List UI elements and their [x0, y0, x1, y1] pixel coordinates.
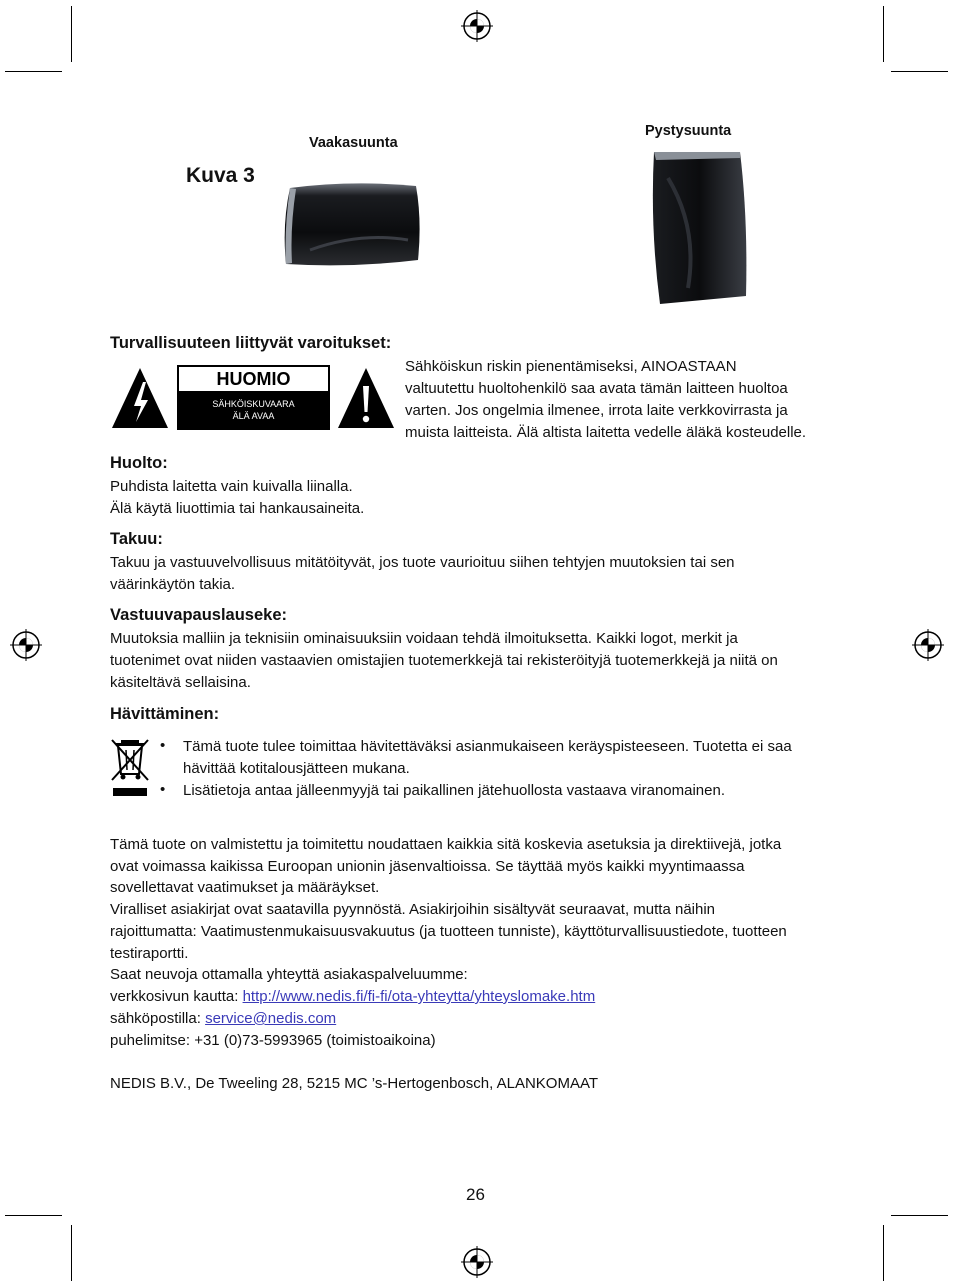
web-prefix: verkkosivun kautta:: [110, 988, 243, 1005]
bullet-marker: •: [160, 781, 166, 798]
figure-title: Kuva 3: [186, 164, 255, 187]
crop-mark: [5, 71, 62, 72]
disposal-bullet-line: Tämä tuote tulee toimittaa hävitettäväksi asianmukaiseen keräyspisteeseen. Tuotetta ei saa: [183, 738, 792, 755]
web-contact: [110, 986, 595, 1008]
compliance-line: sovellettavat vaatimukset ja määräykset.: [110, 879, 380, 896]
maintenance-line: Älä käytä liuottimia tai hankausaineita.: [110, 500, 365, 517]
safety-text-line: varten. Jos ongelmia ilmenee, irrota laite verkkovirrasta ja: [405, 402, 788, 419]
crop-mark: [71, 6, 72, 62]
lightning-warning-icon: [110, 366, 170, 430]
web-link[interactable]: http://www.nedis.fi/fi-fi/ota-yhteytta/yhteyslomake.htm: [242, 988, 596, 1005]
crop-mark: [891, 71, 948, 72]
crop-mark: [883, 6, 884, 62]
company-address: NEDIS B.V., De Tweeling 28, 5215 MC ’s-Hertogenbosch, ALANKOMAAT: [110, 1075, 599, 1092]
warning-sign: [177, 365, 330, 430]
crossed-bin-icon: [108, 736, 152, 800]
compliance-line: Viralliset asiakirjat ovat saatavilla pyynnöstä. Asiakirjoihin sisältyvät seuraavat, mutta näihin: [110, 901, 716, 918]
warranty-line: väärinkäytön takia.: [110, 576, 236, 593]
label-vertical: Pystysuunta: [645, 123, 732, 139]
warning-sign-line1: SÄHKÖISKUVAARA: [212, 399, 295, 409]
page-number: 26: [466, 1185, 485, 1204]
email-prefix: sähköpostilla:: [110, 1010, 206, 1027]
disclaimer-line: käsiteltävä sellaisina.: [110, 674, 251, 691]
compliance-line: ovat voimassa kaikissa Euroopan unionin jäsenvaltioissa. Se täyttää myös kaikki myyntimaassa: [110, 858, 745, 875]
crop-mark: [71, 1225, 72, 1281]
phone-contact: puhelimitse: +31 (0)73-5993965 (toimistoaikoina): [110, 1032, 436, 1049]
warning-sign-title: HUOMIO: [179, 367, 328, 391]
warranty-line: Takuu ja vastuuvelvollisuus mitätöityvät, jos tuote vaurioituu siihen tehtyjen muutoksien tai sen: [110, 554, 735, 571]
compliance-line: testiraportti.: [110, 945, 189, 962]
disposal-bullet-line: Lisätietoja antaa jälleenmyyjä tai paikallinen jätehuollosta vastaava viranomainen.: [183, 782, 725, 799]
bullet-marker: •: [160, 737, 166, 754]
safety-text-line: Sähköiskun riskin pienentämiseksi, AINOASTAAN: [405, 358, 737, 375]
maintenance-heading: Huolto:: [110, 454, 168, 472]
exclamation-warning-icon: [336, 366, 396, 430]
disposal-heading: Hävittäminen:: [110, 705, 220, 723]
safety-text-line: muista laitteista. Älä altista laitetta vedelle äläkä kosteudelle.: [405, 424, 807, 441]
disclaimer-heading: Vastuuvapauslauseke:: [110, 606, 288, 624]
antenna-horizontal-image: [280, 180, 425, 268]
disposal-bullet-line: hävittää kotitalousjätteen mukana.: [183, 760, 410, 777]
antenna-vertical-image: [648, 148, 752, 308]
crop-mark: [5, 1215, 62, 1216]
registration-mark-icon: [461, 10, 493, 42]
compliance-line: Tämä tuote on valmistettu ja toimitettu noudattaen kaikkia sitä koskevia asetuksia ja direktiivejä, jotka: [110, 836, 782, 853]
disclaimer-line: Muutoksia malliin ja teknisiin ominaisuuksiin voidaan tehdä ilmoituksetta. Kaikki logot, merkit ja: [110, 630, 738, 647]
email-link[interactable]: service@nedis.com: [205, 1010, 337, 1027]
compliance-line: rajoittumatta: Vaatimustenmukaisuusvakuutus (ja tuotteen tunniste), käyttöturvallisuustiedote, tuotteen: [110, 923, 787, 940]
disclaimer-line: tuotenimet ovat niiden vastaavien omistajien tuotemerkkejä tai rekisteröityjä tuotemerkkejä ja niitä on: [110, 652, 778, 669]
crop-mark: [883, 1225, 884, 1281]
safety-heading: Turvallisuuteen liittyvät varoitukset:: [110, 334, 392, 352]
registration-mark-icon: [461, 1246, 493, 1278]
email-contact: [110, 1008, 336, 1030]
safety-text-line: valtuutettu huoltohenkilö saa avata tämän laitteen huoltoa: [405, 380, 788, 397]
maintenance-line: Puhdista laitetta vain kuivalla liinalla.: [110, 478, 353, 495]
crop-mark: [891, 1215, 948, 1216]
registration-mark-icon: [912, 629, 944, 661]
registration-mark-icon: [10, 629, 42, 661]
compliance-line: Saat neuvoja ottamalla yhteyttä asiakaspalveluumme:: [110, 966, 468, 983]
warning-sign-line2: ÄLÄ AVAA: [232, 411, 275, 421]
label-horizontal: Vaakasuunta: [309, 135, 398, 151]
warranty-heading: Takuu:: [110, 530, 163, 548]
